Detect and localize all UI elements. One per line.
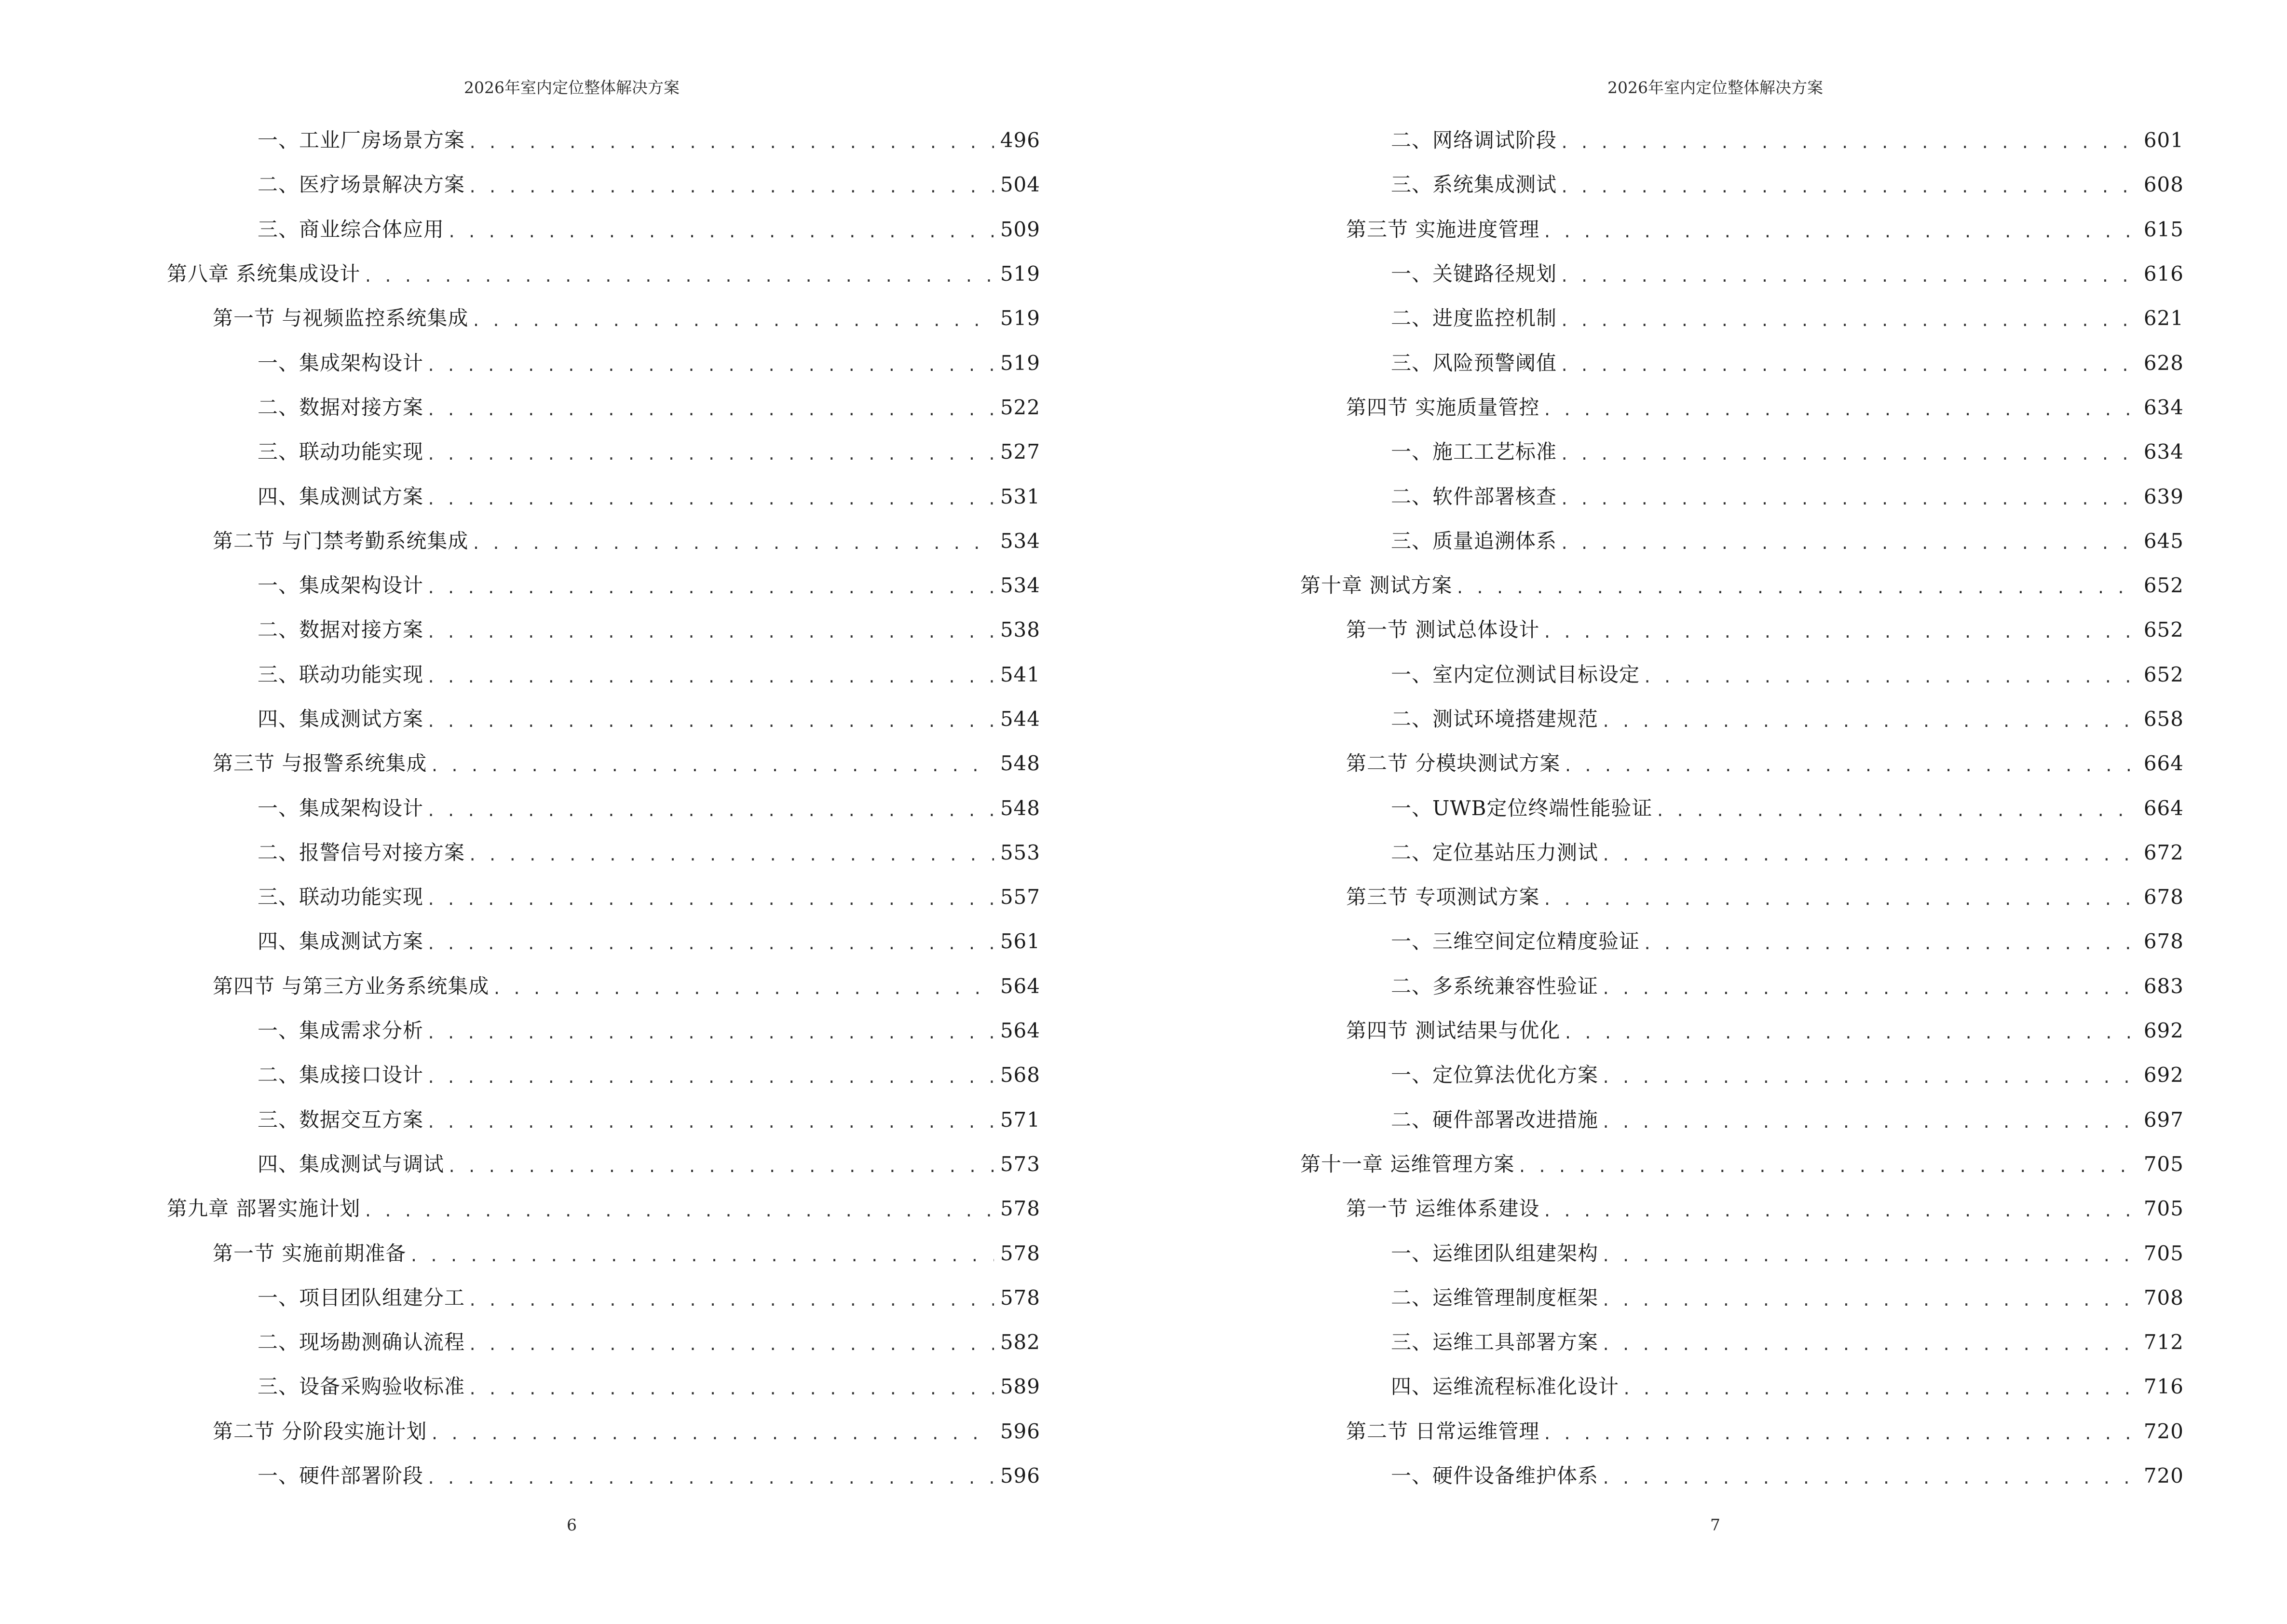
toc-entry-page-number: 596 xyxy=(1000,1419,1040,1443)
toc-entry[interactable] xyxy=(1300,252,2184,296)
toc-entry[interactable] xyxy=(167,252,1040,296)
toc-dot-leader xyxy=(1560,307,2137,331)
toc-entry[interactable] xyxy=(167,474,1040,519)
page-number: 7 xyxy=(1710,1515,1720,1534)
toc-dot-leader xyxy=(468,1376,994,1400)
toc-entry-page-number: 582 xyxy=(1000,1330,1040,1354)
toc-entry[interactable] xyxy=(1300,1142,2184,1187)
toc-entry-title: 第四节 实施质量管控 xyxy=(1346,395,1540,419)
toc-dot-leader xyxy=(1601,1465,2137,1489)
toc-entry[interactable] xyxy=(1300,741,2184,786)
toc-dot-leader xyxy=(426,441,994,465)
toc-entry[interactable] xyxy=(167,919,1040,964)
toc-entry-page-number: 534 xyxy=(1000,529,1040,553)
toc-entry-page-number: 519 xyxy=(1000,306,1040,330)
toc-dot-leader xyxy=(1542,619,2137,643)
toc-entry-title: 二、医疗场景解决方案 xyxy=(258,173,465,197)
toc-entry-page-number: 616 xyxy=(2143,262,2184,286)
toc-entry[interactable] xyxy=(167,1276,1040,1320)
toc-entry-title: 一、三维空间定位精度验证 xyxy=(1391,929,1640,954)
toc-entry-title: 二、报警信号对接方案 xyxy=(258,840,465,864)
toc-entry-title: 二、数据对接方案 xyxy=(258,618,424,642)
toc-entry[interactable] xyxy=(167,786,1040,830)
toc-entry[interactable] xyxy=(1300,1454,2184,1498)
toc-entry[interactable] xyxy=(167,519,1040,563)
toc-entry-page-number: 697 xyxy=(2143,1107,2184,1132)
toc-dot-leader xyxy=(1563,752,2137,777)
toc-entry-page-number: 692 xyxy=(2143,1063,2184,1087)
toc-dot-leader xyxy=(426,1109,994,1133)
toc-entry[interactable] xyxy=(1300,563,2184,608)
toc-entry-title: 第三节 与报警系统集成 xyxy=(213,751,427,776)
toc-dot-leader xyxy=(426,1465,994,1489)
toc-entry-page-number: 601 xyxy=(2143,128,2184,152)
toc-dot-leader xyxy=(426,797,994,821)
toc-entry-title: 二、运维管理制度框架 xyxy=(1391,1285,1599,1310)
toc-entry-page-number: 705 xyxy=(2143,1241,2184,1265)
toc-dot-leader xyxy=(1455,574,2137,599)
toc-entry-page-number: 564 xyxy=(1000,974,1040,998)
toc-dot-leader xyxy=(1560,129,2137,153)
toc-dot-leader xyxy=(426,619,994,643)
toc-entry-page-number: 634 xyxy=(2143,395,2184,419)
toc-entry[interactable] xyxy=(1300,519,2184,563)
toc-entry-page-number: 531 xyxy=(1000,484,1040,508)
toc-dot-leader xyxy=(1601,1109,2137,1133)
toc-dot-leader xyxy=(1542,886,2137,910)
toc-entry[interactable] xyxy=(1300,341,2184,385)
toc-dot-leader xyxy=(1643,930,2137,955)
toc-entry-title: 三、质量追溯体系 xyxy=(1391,529,1557,553)
toc-entry-title: 第四节 与第三方业务系统集成 xyxy=(213,974,490,998)
toc-entry-title: 二、软件部署核查 xyxy=(1391,484,1557,508)
toc-entry[interactable] xyxy=(1300,1320,2184,1365)
toc-entry-title: 一、工业厂房场景方案 xyxy=(258,128,465,152)
toc-dot-leader xyxy=(1601,708,2137,732)
toc-dot-leader xyxy=(426,574,994,599)
toc-entry-page-number: 621 xyxy=(2143,306,2184,330)
toc-entry-title: 第九章 部署实施计划 xyxy=(167,1197,361,1221)
toc-entry[interactable] xyxy=(167,741,1040,786)
toc-dot-leader xyxy=(1560,441,2137,465)
toc-entry-page-number: 509 xyxy=(1000,217,1040,241)
toc-entry[interactable] xyxy=(1300,430,2184,474)
toc-page-right xyxy=(1144,0,2287,1624)
toc-entry[interactable] xyxy=(1300,163,2184,207)
toc-entry-page-number: 568 xyxy=(1000,1063,1040,1087)
toc-entry-title: 一、集成架构设计 xyxy=(258,351,424,375)
toc-dot-leader xyxy=(409,1242,994,1267)
toc-entry-title: 第三节 专项测试方案 xyxy=(1346,885,1540,909)
toc-entry[interactable] xyxy=(1300,385,2184,430)
toc-entry-page-number: 578 xyxy=(1000,1241,1040,1265)
toc-dot-leader xyxy=(1655,797,2137,821)
toc-entry-title: 第二节 分模块测试方案 xyxy=(1346,751,1561,776)
toc-entry-title: 第十章 测试方案 xyxy=(1300,573,1453,598)
toc-entry[interactable] xyxy=(1300,1409,2184,1454)
toc-entry[interactable] xyxy=(167,1365,1040,1409)
toc-entry[interactable] xyxy=(167,1454,1040,1498)
toc-entry-page-number: 672 xyxy=(2143,840,2184,864)
toc-dot-leader xyxy=(468,1287,994,1311)
toc-entry-page-number: 519 xyxy=(1000,351,1040,375)
toc-entry-title: 二、数据对接方案 xyxy=(258,395,424,419)
toc-dot-leader xyxy=(426,352,994,376)
toc-dot-leader xyxy=(1542,396,2137,421)
toc-entry[interactable] xyxy=(167,831,1040,875)
toc-entry-page-number: 716 xyxy=(2143,1375,2184,1399)
toc-dot-leader xyxy=(426,1064,994,1088)
toc-entry[interactable] xyxy=(167,653,1040,697)
toc-entry-page-number: 534 xyxy=(1000,573,1040,598)
toc-entry-page-number: 561 xyxy=(1000,929,1040,954)
toc-entry-title: 三、联动功能实现 xyxy=(258,662,424,686)
toc-entry[interactable] xyxy=(1300,1098,2184,1142)
toc-entry[interactable] xyxy=(167,608,1040,652)
toc-dot-leader xyxy=(1542,1420,2137,1445)
toc-entry-page-number: 541 xyxy=(1000,662,1040,686)
toc-entry-page-number: 678 xyxy=(2143,929,2184,954)
toc-entry-title: 三、运维工具部署方案 xyxy=(1391,1330,1599,1354)
toc-entry[interactable] xyxy=(167,964,1040,1009)
toc-entry-title: 第二节 与门禁考勤系统集成 xyxy=(213,529,469,553)
toc-entry-page-number: 652 xyxy=(2143,662,2184,686)
toc-entry-title: 二、硬件部署改进措施 xyxy=(1391,1107,1599,1132)
toc-entry-page-number: 553 xyxy=(1000,840,1040,864)
toc-dot-leader xyxy=(492,975,994,999)
toc-entry-title: 第十一章 运维管理方案 xyxy=(1300,1152,1515,1176)
toc-entry[interactable] xyxy=(1300,831,2184,875)
toc-entry-page-number: 645 xyxy=(2143,529,2184,553)
toc-entry-title: 第四节 测试结果与优化 xyxy=(1346,1019,1561,1043)
table-of-contents xyxy=(167,118,1040,1498)
toc-entry[interactable] xyxy=(1300,296,2184,341)
toc-entry-page-number: 720 xyxy=(2143,1464,2184,1488)
toc-entry-page-number: 615 xyxy=(2143,217,2184,241)
toc-entry[interactable] xyxy=(167,1320,1040,1365)
toc-dot-leader xyxy=(1643,664,2137,688)
toc-entry-title: 三、商业综合体应用 xyxy=(258,217,445,241)
toc-entry-title: 三、风险预警阈值 xyxy=(1391,351,1557,375)
toc-entry-title: 第一节 与视频监控系统集成 xyxy=(213,306,469,330)
toc-dot-leader xyxy=(1560,486,2137,510)
toc-entry[interactable] xyxy=(1300,474,2184,519)
toc-entry-title: 四、集成测试方案 xyxy=(258,484,424,508)
toc-entry-title: 一、项目团队组建分工 xyxy=(258,1285,465,1310)
toc-dot-leader xyxy=(471,307,994,331)
toc-entry-page-number: 652 xyxy=(2143,618,2184,642)
toc-entry-title: 二、进度监控机制 xyxy=(1391,306,1557,330)
toc-entry-title: 第八章 系统集成设计 xyxy=(167,262,361,286)
toc-dot-leader xyxy=(1563,1020,2137,1044)
toc-entry[interactable] xyxy=(1300,118,2184,163)
toc-entry-page-number: 664 xyxy=(2143,751,2184,776)
toc-entry-title: 四、集成测试与调试 xyxy=(258,1152,445,1176)
toc-entry-title: 二、定位基站压力测试 xyxy=(1391,840,1599,864)
toc-dot-leader xyxy=(447,218,994,243)
toc-entry[interactable] xyxy=(1300,1009,2184,1053)
toc-dot-leader xyxy=(1517,1153,2137,1177)
toc-dot-leader xyxy=(426,930,994,955)
toc-dot-leader xyxy=(1622,1376,2137,1400)
toc-entry[interactable] xyxy=(1300,919,2184,964)
toc-entry-page-number: 708 xyxy=(2143,1285,2184,1310)
toc-entry[interactable] xyxy=(1300,1231,2184,1275)
toc-dot-leader xyxy=(1601,1287,2137,1311)
toc-entry-title: 一、集成架构设计 xyxy=(258,796,424,820)
toc-entry[interactable] xyxy=(167,1098,1040,1142)
toc-entry-title: 四、集成测试方案 xyxy=(258,707,424,731)
toc-entry-page-number: 664 xyxy=(2143,796,2184,820)
toc-dot-leader xyxy=(363,1198,994,1222)
toc-entry[interactable] xyxy=(1300,697,2184,741)
toc-dot-leader xyxy=(426,664,994,688)
toc-entry[interactable] xyxy=(1300,964,2184,1009)
toc-entry-title: 二、现场勘测确认流程 xyxy=(258,1330,465,1354)
toc-entry-page-number: 634 xyxy=(2143,440,2184,464)
toc-entry-title: 第二节 分阶段实施计划 xyxy=(213,1419,427,1443)
toc-dot-leader xyxy=(1601,1064,2137,1088)
toc-dot-leader xyxy=(1542,1198,2137,1222)
toc-entry-title: 三、联动功能实现 xyxy=(258,440,424,464)
toc-entry[interactable] xyxy=(1300,653,2184,697)
toc-entry[interactable] xyxy=(167,1187,1040,1231)
toc-entry-page-number: 712 xyxy=(2143,1330,2184,1354)
toc-entry-page-number: 519 xyxy=(1000,262,1040,286)
toc-entry-title: 二、多系统兼容性验证 xyxy=(1391,974,1599,998)
toc-entry-title: 一、UWB定位终端性能验证 xyxy=(1391,796,1653,820)
toc-entry[interactable] xyxy=(167,1142,1040,1187)
toc-entry-page-number: 720 xyxy=(2143,1419,2184,1443)
toc-dot-leader xyxy=(1601,1331,2137,1355)
toc-entry-page-number: 557 xyxy=(1000,885,1040,909)
toc-entry-title: 第三节 实施进度管理 xyxy=(1346,217,1540,241)
toc-entry[interactable] xyxy=(167,1009,1040,1053)
toc-entry[interactable] xyxy=(167,430,1040,474)
running-header: 2026年室内定位整体解决方案 xyxy=(1607,78,1823,97)
toc-dot-leader xyxy=(1542,218,2137,243)
toc-dot-leader xyxy=(430,1420,994,1445)
table-of-contents xyxy=(1300,118,2184,1498)
toc-dot-leader xyxy=(1560,530,2137,554)
toc-dot-leader xyxy=(1560,352,2137,376)
toc-entry-page-number: 639 xyxy=(2143,484,2184,508)
toc-entry-title: 三、数据交互方案 xyxy=(258,1107,424,1132)
toc-entry[interactable] xyxy=(167,1231,1040,1275)
toc-entry-title: 一、室内定位测试目标设定 xyxy=(1391,662,1640,686)
toc-entry-page-number: 683 xyxy=(2143,974,2184,998)
toc-entry[interactable] xyxy=(1300,1187,2184,1231)
toc-entry[interactable] xyxy=(167,1409,1040,1454)
toc-entry-page-number: 504 xyxy=(1000,173,1040,197)
toc-dot-leader xyxy=(447,1153,994,1177)
toc-entry[interactable] xyxy=(167,118,1040,163)
toc-entry-page-number: 571 xyxy=(1000,1107,1040,1132)
toc-dot-leader xyxy=(426,886,994,910)
toc-dot-leader xyxy=(426,486,994,510)
toc-entry-title: 第一节 测试总体设计 xyxy=(1346,618,1540,642)
toc-dot-leader xyxy=(468,174,994,198)
toc-entry[interactable] xyxy=(167,341,1040,385)
toc-entry-title: 四、集成测试方案 xyxy=(258,929,424,954)
toc-entry-page-number: 548 xyxy=(1000,751,1040,776)
toc-entry[interactable] xyxy=(1300,1276,2184,1320)
toc-entry-page-number: 705 xyxy=(2143,1197,2184,1221)
toc-entry-title: 一、硬件部署阶段 xyxy=(258,1464,424,1488)
toc-entry-title: 三、系统集成测试 xyxy=(1391,173,1557,197)
toc-entry[interactable] xyxy=(167,207,1040,252)
toc-entry-title: 三、联动功能实现 xyxy=(258,885,424,909)
toc-entry-page-number: 522 xyxy=(1000,395,1040,419)
toc-entry[interactable] xyxy=(1300,608,2184,652)
toc-entry-title: 四、运维流程标准化设计 xyxy=(1391,1375,1620,1399)
toc-entry-page-number: 628 xyxy=(2143,351,2184,375)
toc-entry-title: 三、设备采购验收标准 xyxy=(258,1375,465,1399)
toc-entry-title: 一、集成需求分析 xyxy=(258,1019,424,1043)
toc-entry[interactable] xyxy=(167,385,1040,430)
toc-entry[interactable] xyxy=(167,563,1040,608)
toc-entry-title: 第一节 实施前期准备 xyxy=(213,1241,407,1265)
toc-dot-leader xyxy=(426,708,994,732)
toc-entry-title: 第二节 日常运维管理 xyxy=(1346,1419,1540,1443)
toc-dot-leader xyxy=(468,129,994,153)
toc-entry-page-number: 573 xyxy=(1000,1152,1040,1176)
toc-entry-title: 一、集成架构设计 xyxy=(258,573,424,598)
toc-entry-title: 二、集成接口设计 xyxy=(258,1063,424,1087)
page-number: 6 xyxy=(567,1515,577,1534)
toc-entry[interactable] xyxy=(1300,786,2184,830)
toc-entry-page-number: 548 xyxy=(1000,796,1040,820)
toc-entry-page-number: 705 xyxy=(2143,1152,2184,1176)
toc-entry[interactable] xyxy=(167,163,1040,207)
toc-entry-page-number: 589 xyxy=(1000,1375,1040,1399)
toc-entry-page-number: 496 xyxy=(1000,128,1040,152)
toc-dot-leader xyxy=(1560,263,2137,287)
toc-entry[interactable] xyxy=(1300,207,2184,252)
toc-dot-leader xyxy=(1601,975,2137,999)
toc-dot-leader xyxy=(471,530,994,554)
toc-entry[interactable] xyxy=(167,1053,1040,1097)
toc-entry-page-number: 578 xyxy=(1000,1285,1040,1310)
toc-entry[interactable] xyxy=(167,697,1040,741)
toc-entry[interactable] xyxy=(167,875,1040,919)
toc-entry-title: 二、网络调试阶段 xyxy=(1391,128,1557,152)
toc-dot-leader xyxy=(426,1020,994,1044)
toc-entry-page-number: 527 xyxy=(1000,440,1040,464)
toc-dot-leader xyxy=(426,396,994,421)
toc-entry[interactable] xyxy=(1300,1053,2184,1097)
toc-entry-title: 一、运维团队组建架构 xyxy=(1391,1241,1599,1265)
toc-entry[interactable] xyxy=(1300,875,2184,919)
toc-dot-leader xyxy=(430,752,994,777)
toc-dot-leader xyxy=(1601,1242,2137,1267)
toc-entry-title: 一、关键路径规划 xyxy=(1391,262,1557,286)
toc-dot-leader xyxy=(1601,842,2137,866)
toc-entry-page-number: 678 xyxy=(2143,885,2184,909)
toc-entry-page-number: 652 xyxy=(2143,573,2184,598)
toc-entry-page-number: 692 xyxy=(2143,1019,2184,1043)
toc-entry[interactable] xyxy=(167,296,1040,341)
toc-entry-title: 二、测试环境搭建规范 xyxy=(1391,707,1599,731)
toc-entry-page-number: 578 xyxy=(1000,1197,1040,1221)
toc-entry[interactable] xyxy=(1300,1365,2184,1409)
toc-entry-title: 一、定位算法优化方案 xyxy=(1391,1063,1599,1087)
toc-entry-page-number: 608 xyxy=(2143,173,2184,197)
running-header: 2026年室内定位整体解决方案 xyxy=(464,78,680,97)
toc-entry-page-number: 596 xyxy=(1000,1464,1040,1488)
toc-entry-title: 第一节 运维体系建设 xyxy=(1346,1197,1540,1221)
toc-dot-leader xyxy=(468,842,994,866)
toc-entry-title: 一、硬件设备维护体系 xyxy=(1391,1464,1599,1488)
toc-entry-page-number: 544 xyxy=(1000,707,1040,731)
toc-entry-page-number: 658 xyxy=(2143,707,2184,731)
toc-dot-leader xyxy=(468,1331,994,1355)
toc-entry-page-number: 538 xyxy=(1000,618,1040,642)
toc-dot-leader xyxy=(363,263,994,287)
toc-entry-page-number: 564 xyxy=(1000,1019,1040,1043)
toc-entry-title: 一、施工工艺标准 xyxy=(1391,440,1557,464)
toc-dot-leader xyxy=(1560,174,2137,198)
